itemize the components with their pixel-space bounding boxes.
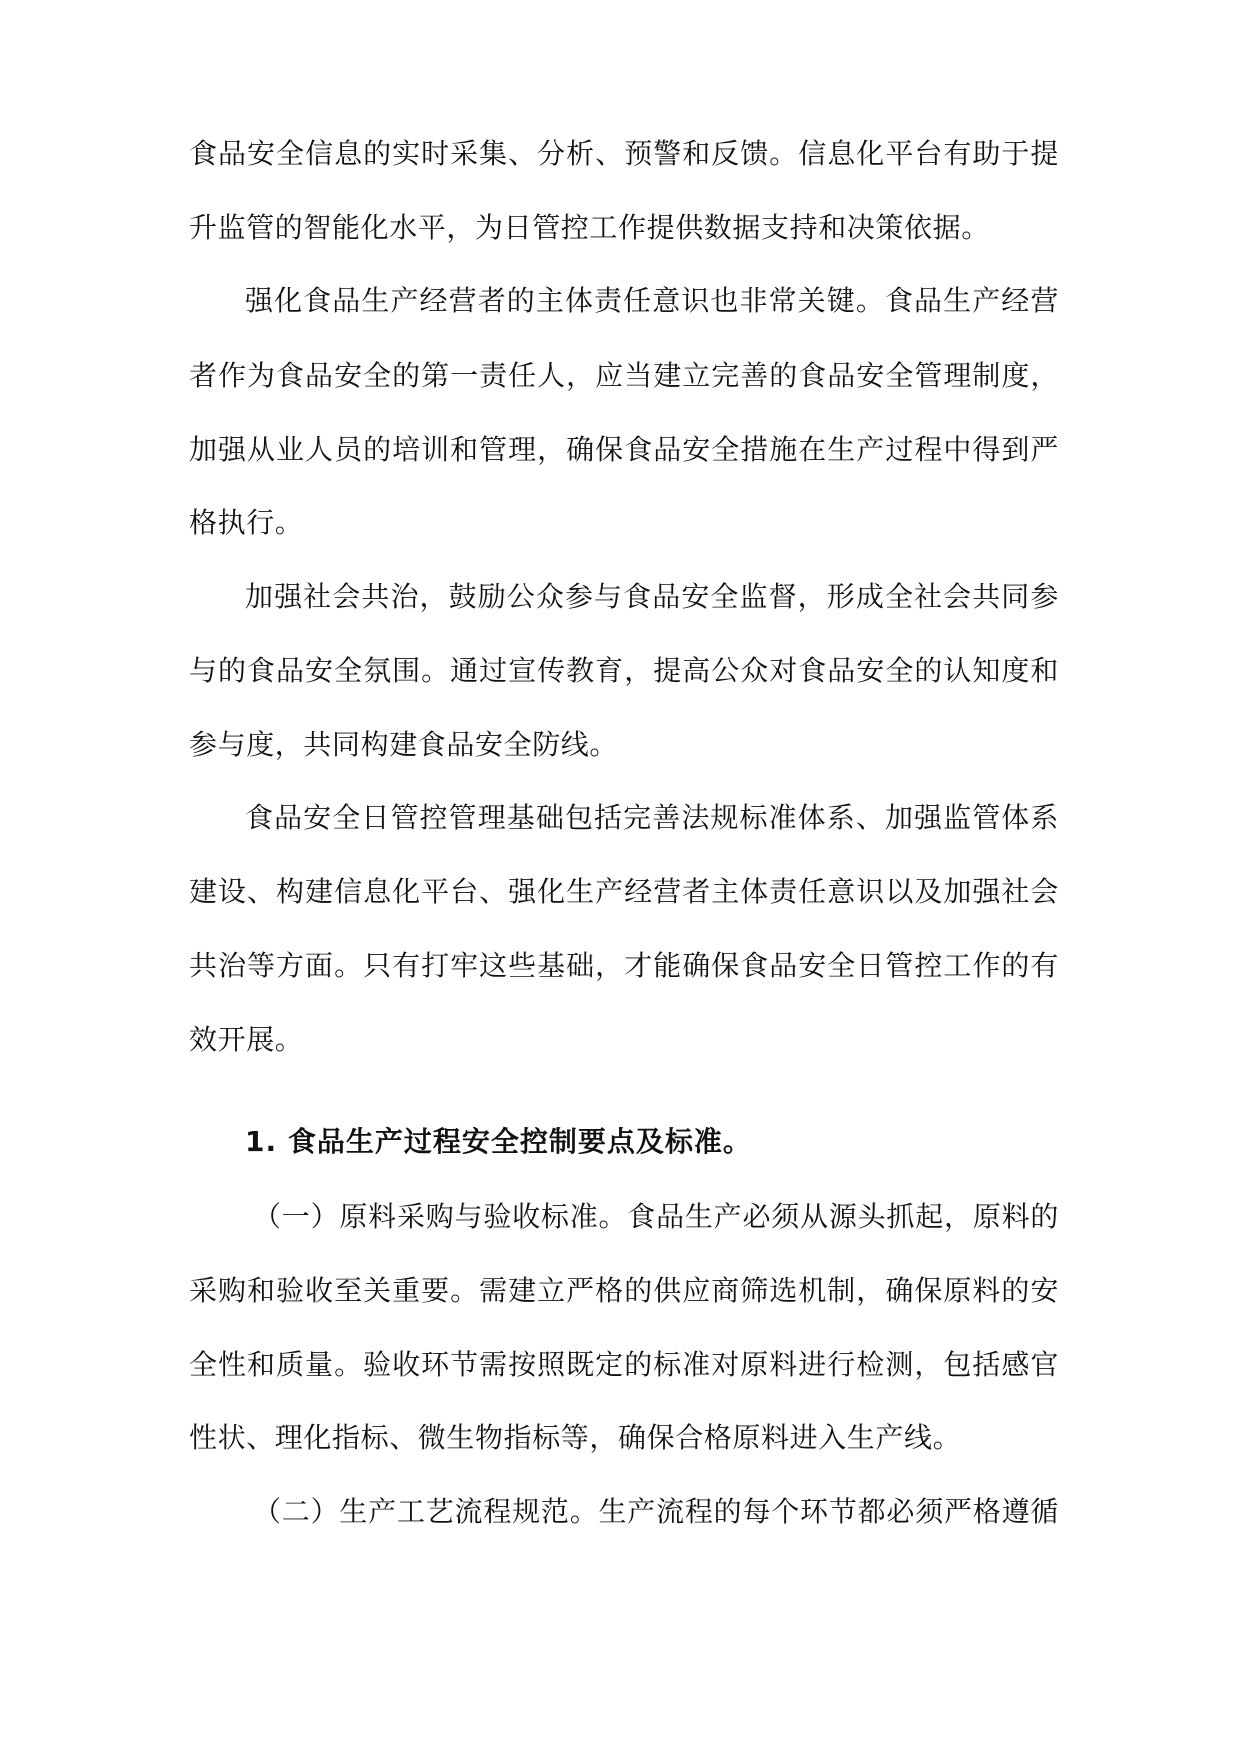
paragraph-line: 强化食品生产经营者的主体责任意识也非常关键。食品生产经营 (245, 284, 1059, 317)
paragraph-line: （一）原料采购与验收标准。食品生产必须从源头抓起，原料的 (253, 1200, 1059, 1233)
paragraph-line: 全性和质量。验收环节需按照既定的标准对原料进行检测，包括感官 (189, 1348, 1059, 1381)
paragraph-line: 与的食品安全氛围。通过宣传教育，提高公众对食品安全的认知度和 (189, 654, 1059, 687)
section-heading: 1. 食品生产过程安全控制要点及标准。 (245, 1125, 752, 1158)
paragraph-line: 建设、构建信息化平台、强化生产经营者主体责任意识以及加强社会 (189, 875, 1059, 908)
paragraph-line: 参与度，共同构建食品安全防线。 (189, 728, 619, 761)
paragraph-line: 效开展。 (189, 1023, 304, 1056)
paragraph-line: 加强从业人员的培训和管理，确保食品安全措施在生产过程中得到严 (189, 433, 1059, 466)
paragraph-line: 性状、理化指标、微生物指标等，确保合格原料进入生产线。 (189, 1421, 962, 1454)
paragraph-line: 共治等方面。只有打牢这些基础，才能确保食品安全日管控工作的有 (189, 949, 1059, 982)
paragraph-line: 者作为食品安全的第一责任人，应当建立完善的食品安全管理制度， (189, 359, 1059, 392)
paragraph-line: 食品安全信息的实时采集、分析、预警和反馈。信息化平台有助于提 (189, 137, 1059, 170)
paragraph-line: 加强社会共治，鼓励公众参与食品安全监督，形成全社会共同参 (245, 580, 1059, 613)
paragraph-line: （二）生产工艺流程规范。生产流程的每个环节都必须严格遵循 (253, 1495, 1059, 1528)
paragraph-line: 升监管的智能化水平，为日管控工作提供数据支持和决策依据。 (189, 211, 990, 244)
paragraph-line: 食品安全日管控管理基础包括完善法规标准体系、加强监管体系 (245, 801, 1059, 834)
paragraph-line: 采购和验收至关重要。需建立严格的供应商筛选机制，确保原料的安 (189, 1274, 1059, 1307)
paragraph-line: 格执行。 (189, 506, 304, 539)
